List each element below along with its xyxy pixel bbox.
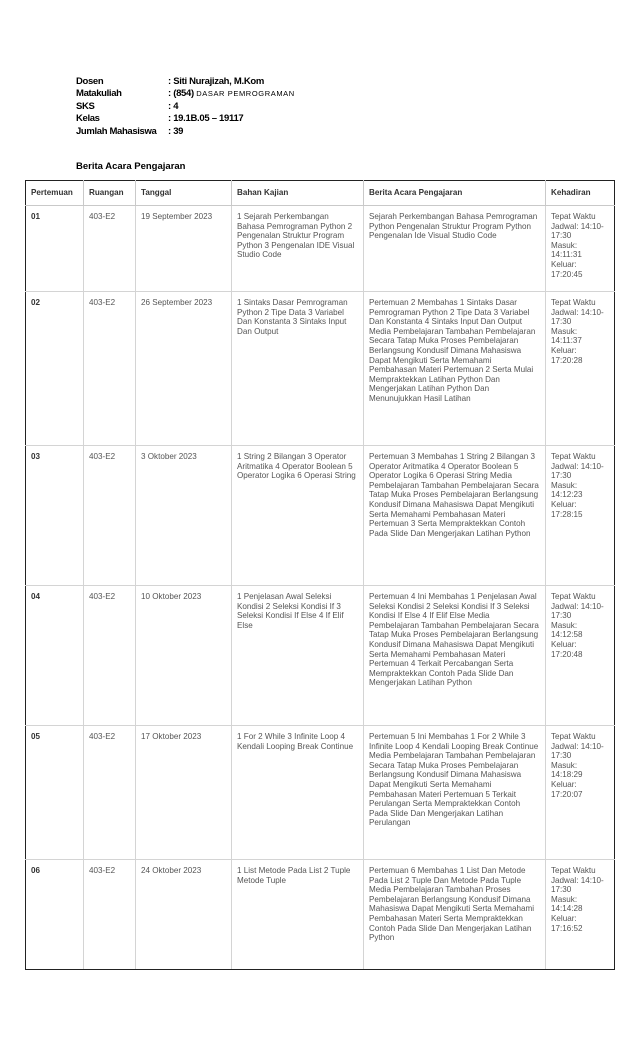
cell-ruangan: 403-E2 xyxy=(84,860,136,970)
kehadiran-keluar: Keluar: 17:16:52 xyxy=(551,913,583,933)
dosen-row xyxy=(76,76,295,88)
matakuliah-label: Matakuliah xyxy=(76,88,122,100)
kehadiran-keluar: Keluar: 17:28:15 xyxy=(551,499,583,519)
kehadiran-jadwal: Jadwal: 14:10-17:30 xyxy=(551,601,604,621)
table-header-row xyxy=(26,181,615,206)
cell-ruangan: 403-E2 xyxy=(84,726,136,860)
cell-kehadiran xyxy=(546,726,615,860)
kehadiran-masuk: Masuk: 14:18:29 xyxy=(551,760,583,780)
cell-berita-acara: Pertemuan 5 Ini Membahas 1 For 2 While 3 Infinite Loop 4 Kendali Looping Break Continue Media Pembelajaran Tambahan Pembelajaran Secara Tatap Muka Proses Pembelajaran Berlangsung Kondusif Dimana Mahasiswa Dapat Mengikuti Serta Memahami Pembahasan Materi Pertemuan 5 Terkait Perulangan Serta Mempraktekkan Contoh Pada Slide Dan Mengerjakan Latihan Perulangan xyxy=(364,726,546,860)
col-header-ruangan: Ruangan xyxy=(84,181,136,206)
col-header-kehadiran: Kehadiran xyxy=(546,181,615,206)
matakuliah-code: : (854) xyxy=(168,88,197,100)
cell-ruangan: 403-E2 xyxy=(84,292,136,446)
col-header-bahan-kajian: Bahan Kajian xyxy=(232,181,364,206)
cell-pertemuan: 06 xyxy=(26,860,84,970)
cell-bahan-kajian: 1 List Metode Pada List 2 Tuple Metode Tuple xyxy=(232,860,364,970)
cell-tanggal: 3 Oktober 2023 xyxy=(136,446,232,586)
jumlah-row xyxy=(76,126,295,138)
kehadiran-status: Tepat Waktu xyxy=(551,866,596,875)
cell-ruangan: 403-E2 xyxy=(84,446,136,586)
kehadiran-keluar: Keluar: 17:20:48 xyxy=(551,639,583,659)
col-header-pertemuan: Pertemuan xyxy=(26,181,84,206)
cell-pertemuan: 05 xyxy=(26,726,84,860)
cell-berita-acara: Pertemuan 2 Membahas 1 Sintaks Dasar Pemrograman Python 2 Tipe Data 3 Variabel Dan Konstanta 4 Sintaks Input Dan Output Media Pembelajaran Tambahan Pembelajaran Secara Tatap Muka Proses Pembelajaran Berlangsung Kondusif Dimana Mahasiswa Dapat Mengikuti Serta Memahami Pembahasan Materi Pertemuan 2 Serta Mulai Mempraktekkan Latihan Python Dan Mengerjakan Latihan Python Dan Menunujukkan Hasil Latihan xyxy=(364,292,546,446)
cell-tanggal: 17 Oktober 2023 xyxy=(136,726,232,860)
table-row xyxy=(26,726,615,860)
kelas-value: : 19.1B.05 – 19117 xyxy=(168,113,244,125)
kehadiran-keluar: Keluar: 17:20:45 xyxy=(551,259,583,279)
jumlah-label: Jumlah Mahasiswa xyxy=(76,125,157,137)
berita-acara-table xyxy=(25,180,615,970)
matakuliah-value xyxy=(168,88,295,100)
sks-value: : 4 xyxy=(168,100,179,112)
kehadiran-status: Tepat Waktu xyxy=(551,212,596,221)
sks-row xyxy=(76,101,295,113)
kelas-row xyxy=(76,113,295,125)
matakuliah-row xyxy=(76,88,295,100)
table-row xyxy=(26,446,615,586)
table-row xyxy=(26,206,615,292)
kehadiran-jadwal: Jadwal: 14:10-17:30 xyxy=(551,221,604,241)
cell-kehadiran xyxy=(546,292,615,446)
kehadiran-jadwal: Jadwal: 14:10-17:30 xyxy=(551,307,604,327)
kehadiran-keluar: Keluar: 17:20:28 xyxy=(551,345,583,365)
kehadiran-status: Tepat Waktu xyxy=(551,732,596,741)
kehadiran-masuk: Masuk: 14:11:37 xyxy=(551,326,582,346)
cell-kehadiran xyxy=(546,446,615,586)
table-row xyxy=(26,586,615,726)
jumlah-value: : 39 xyxy=(168,125,184,137)
kehadiran-status: Tepat Waktu xyxy=(551,592,596,601)
kehadiran-status: Tepat Waktu xyxy=(551,298,596,307)
cell-pertemuan: 01 xyxy=(26,206,84,292)
sks-label: SKS xyxy=(76,100,95,112)
cell-tanggal: 26 September 2023 xyxy=(136,292,232,446)
cell-ruangan: 403-E2 xyxy=(84,206,136,292)
cell-berita-acara: Pertemuan 4 Ini Membahas 1 Penjelasan Awal Seleksi Kondisi 2 Seleksi Kondisi If 3 Seleksi Kondisi If Else 4 If Elif Else Media Pembelajaran Tambahan Pembelajaran Secara Tatap Muka Proses Pembelajaran Berlangsung Kondusif Dimana Mahasiswa Dapat Mengikuti Serta Memahami Pembahasan Materi Pertemuan 4 Terkait Percabangan Serta Mempraktekkan Contoh Pada Slide Dan Mengerjakan Latihan Python xyxy=(364,586,546,726)
col-header-tanggal: Tanggal xyxy=(136,181,232,206)
cell-tanggal: 24 Oktober 2023 xyxy=(136,860,232,970)
dosen-value: : Siti Nurajizah, M.Kom xyxy=(168,76,265,87)
kehadiran-masuk: Masuk: 14:14:28 xyxy=(551,894,583,914)
cell-kehadiran xyxy=(546,860,615,970)
cell-berita-acara: Pertemuan 3 Membahas 1 String 2 Bilangan 3 Operator Aritmatika 4 Operator Boolean 5 Operator Logika 6 Operasi String Media Pembelajaran Tambahan Pembelajaran Secara Tatap Muka Proses Pembelajaran Berlangsung Kondusif Dimana Mahasiswa Dapat Mengikuti Serta Memahami Pembahasan Materi Pertemuan 3 Serta Mempraktekkan Contoh Pada Slide Dan Mengerjakan Latihan Python xyxy=(364,446,546,586)
kehadiran-masuk: Masuk: 14:12:58 xyxy=(551,620,583,640)
cell-berita-acara: Sejarah Perkembangan Bahasa Pemrograman Python Pengenalan Struktur Program Python Pengenalan Ide Visual Studio Code xyxy=(364,206,546,292)
cell-bahan-kajian: 1 Penjelasan Awal Seleksi Kondisi 2 Seleksi Kondisi If 3 Seleksi Kondisi If Else 4 If Elif Else xyxy=(232,586,364,726)
cell-ruangan: 403-E2 xyxy=(84,586,136,726)
cell-bahan-kajian: 1 String 2 Bilangan 3 Operator Aritmatika 4 Operator Boolean 5 Operator Logika 6 Operasi String xyxy=(232,446,364,586)
section-title: Berita Acara Pengajaran xyxy=(76,161,186,172)
cell-pertemuan: 03 xyxy=(26,446,84,586)
kehadiran-status: Tepat Waktu xyxy=(551,452,596,461)
cell-bahan-kajian: 1 Sejarah Perkembangan Bahasa Pemrograman Python 2 Pengenalan Struktur Program Python 3 Pengenalan IDE Visual Studio Code xyxy=(232,206,364,292)
course-info xyxy=(76,76,295,138)
kehadiran-jadwal: Jadwal: 14:10-17:30 xyxy=(551,741,604,761)
cell-bahan-kajian: 1 Sintaks Dasar Pemrograman Python 2 Tipe Data 3 Variabel Dan Konstanta 3 Sintaks Input Dan Output xyxy=(232,292,364,446)
table-row xyxy=(26,860,615,970)
table-row xyxy=(26,292,615,446)
cell-kehadiran xyxy=(546,206,615,292)
cell-berita-acara: Pertemuan 6 Membahas 1 List Dan Metode Pada List 2 Tuple Dan Metode Pada Tuple Media Pembelajaran Tambahan Proses Pembelajaran Berlangsung Kondusif Dimana Mahasiswa Dapat Mengikuti Serta Memahami Pembahasan Materi Serta Mempraktekkan Contoh Pada Slide Dan Mengerjakan Latihan Python xyxy=(364,860,546,970)
cell-kehadiran xyxy=(546,586,615,726)
dosen-label: Dosen xyxy=(76,76,104,87)
cell-tanggal: 10 Oktober 2023 xyxy=(136,586,232,726)
kehadiran-keluar: Keluar: 17:20:07 xyxy=(551,779,583,799)
kehadiran-masuk: Masuk: 14:12:23 xyxy=(551,480,583,500)
kehadiran-jadwal: Jadwal: 14:10-17:30 xyxy=(551,461,604,481)
cell-tanggal: 19 September 2023 xyxy=(136,206,232,292)
kelas-label: Kelas xyxy=(76,113,100,125)
matakuliah-name: DASAR PEMROGRAMAN xyxy=(196,89,295,99)
cell-pertemuan: 02 xyxy=(26,292,84,446)
cell-pertemuan: 04 xyxy=(26,586,84,726)
cell-bahan-kajian: 1 For 2 While 3 Infinite Loop 4 Kendali Looping Break Continue xyxy=(232,726,364,860)
col-header-berita-acara: Berita Acara Pengajaran xyxy=(364,181,546,206)
kehadiran-masuk: Masuk: 14:11:31 xyxy=(551,240,582,260)
kehadiran-jadwal: Jadwal: 14:10-17:30 xyxy=(551,875,604,895)
